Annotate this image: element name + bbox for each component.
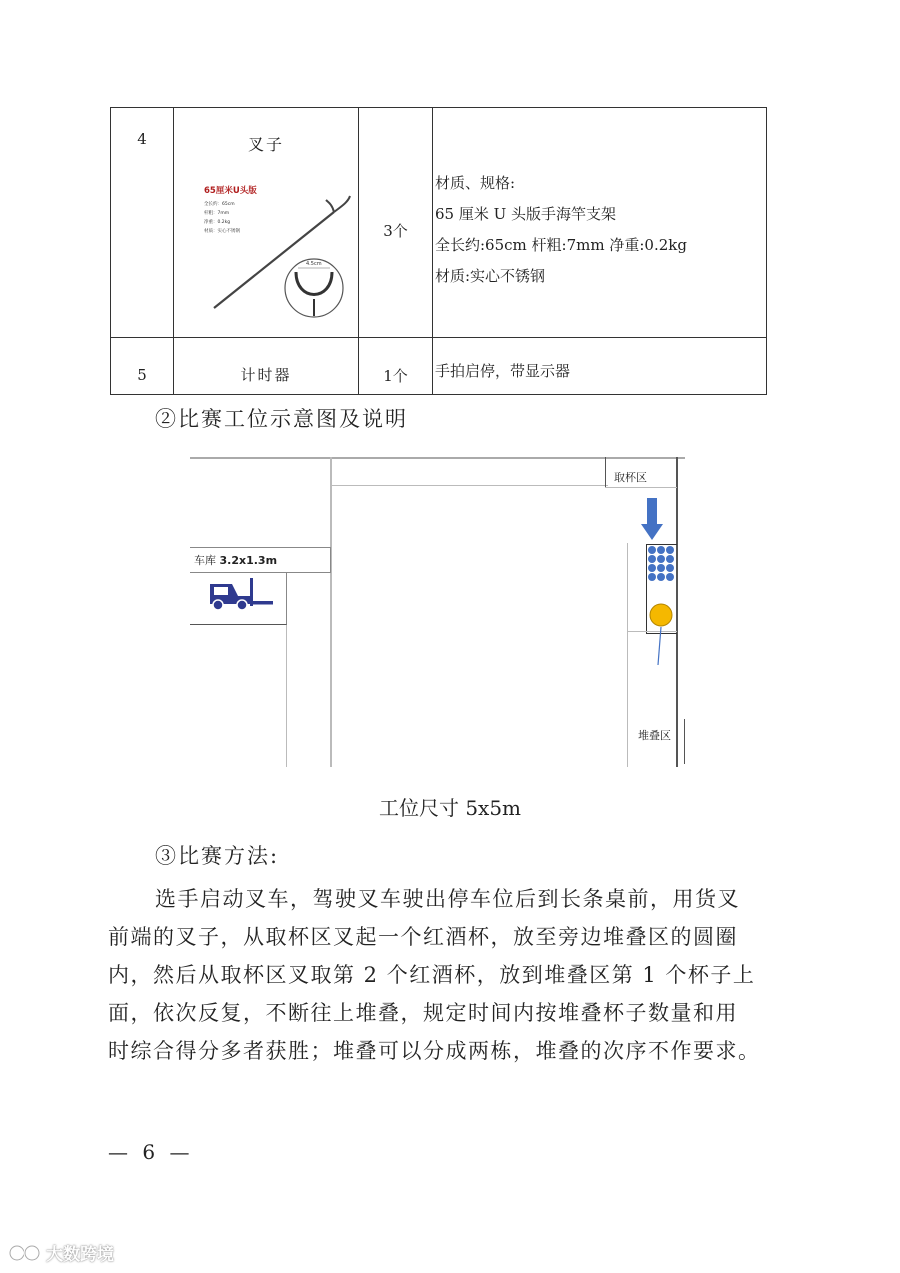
garage-label-box	[190, 547, 331, 573]
forklift-icon	[206, 574, 276, 612]
method-line: 前端的叉子，从取杯区叉起一个红酒杯，放至旁边堆叠区的圆圈	[108, 925, 738, 949]
diagram-caption: 工位尺寸 5x5m	[378, 796, 522, 820]
workstation-diagram	[190, 455, 700, 767]
table-row	[111, 108, 767, 338]
method-line: 时综合得分多者获胜；堆叠可以分成两栋，堆叠的次序不作要求。	[108, 1039, 761, 1063]
method-line: 内，然后从取杯区叉取第 2 个红酒杯，放到堆叠区第 1 个杯子上	[108, 963, 756, 987]
cup-pickup-label: 取杯区	[614, 471, 647, 484]
watermark-text: 大数跨境	[46, 1245, 114, 1265]
garage-label: 车库 3.2x1.3m	[194, 554, 278, 567]
fork-rod-illustration	[202, 184, 352, 324]
row-number: 5	[137, 366, 147, 384]
item-spec: 手拍启停，带显示器	[435, 362, 571, 380]
fork-product-image	[202, 184, 352, 324]
item-spec: 材质、规格: 65 厘米 U 头版手海竿支架 全长约:65cm 杆粗:7mm 净重:0.2kg 材质:实心不锈钢	[435, 174, 687, 285]
product-dimension-label: 4.5cm	[306, 261, 322, 267]
row-number: 4	[137, 130, 147, 148]
method-paragraph	[108, 880, 788, 1070]
equipment-table	[110, 107, 767, 395]
item-name: 计时器	[240, 366, 292, 384]
method-line: 面，依次反复，不断往上堆叠，规定时间内按堆叠杯子数量和用	[108, 1001, 738, 1025]
down-arrow-icon	[640, 498, 664, 542]
wine-cups-icon	[647, 545, 677, 587]
product-image-specs: 全长约：65cm 杆粗：7mm 净重：0.2kg 材质：实心不锈钢	[204, 202, 240, 234]
watermark	[8, 1240, 114, 1265]
watermark-logo-icon	[8, 1242, 42, 1264]
item-name: 叉子	[247, 135, 284, 154]
table-row	[111, 338, 767, 395]
section-heading: ③比赛方法:	[155, 844, 280, 868]
stack-circle-icon	[648, 601, 676, 671]
method-line: 选手启动叉车，驾驶叉车驶出停车位后到长条桌前，用货叉	[155, 887, 740, 911]
stack-area-label: 堆叠区	[638, 729, 671, 742]
item-quantity: 1个	[383, 367, 408, 385]
page-number: — 6 —	[108, 1140, 194, 1164]
product-image-title: 65厘米U头版	[204, 186, 257, 196]
section-heading: ②比赛工位示意图及说明	[155, 407, 408, 431]
item-quantity: 3个	[383, 222, 408, 240]
